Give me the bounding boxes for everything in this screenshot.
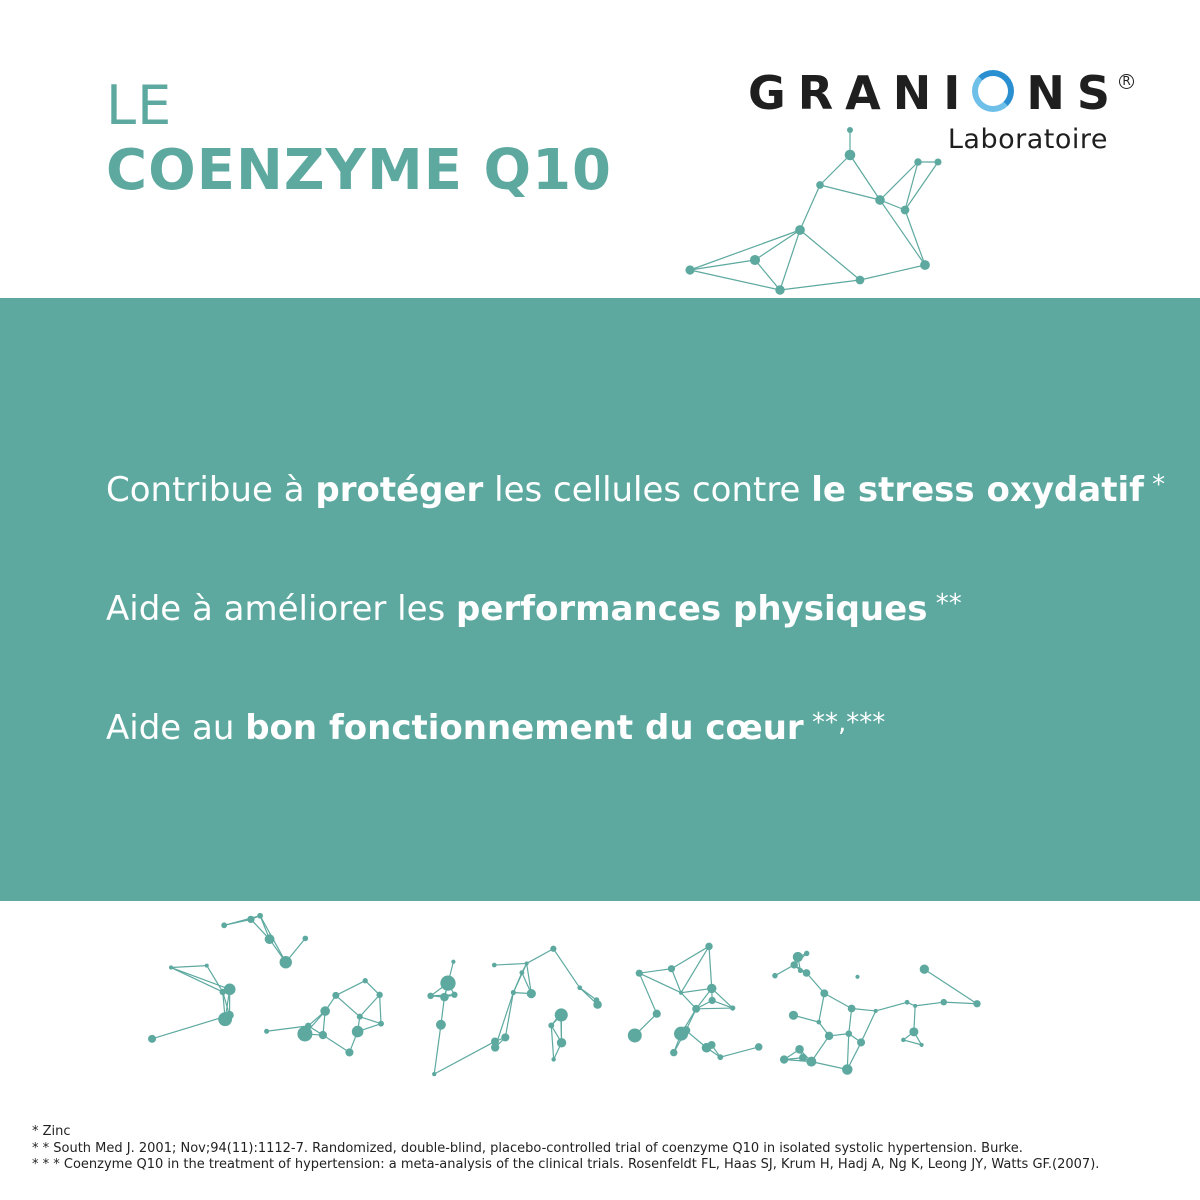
network-node — [451, 992, 457, 998]
claim-item: Contribue à protéger les cellules contre le stress oxydatif * — [106, 470, 1166, 510]
network-node — [169, 965, 173, 969]
network-link — [876, 1002, 907, 1011]
network-node — [440, 993, 449, 1002]
network-node — [668, 965, 675, 972]
network-node — [730, 1005, 735, 1010]
logo-subtitle: Laboratoire — [947, 124, 1108, 155]
network-node — [548, 1022, 554, 1028]
network-node — [705, 943, 712, 950]
network-node — [594, 997, 599, 1002]
network-link — [513, 973, 522, 993]
network-node — [920, 1043, 924, 1047]
network-link — [690, 260, 755, 270]
network-link — [434, 1041, 495, 1074]
network-link — [171, 968, 230, 990]
network-link — [824, 993, 851, 1008]
network-link — [553, 949, 579, 988]
network-link — [905, 210, 925, 265]
network-node — [702, 1043, 712, 1053]
network-link — [819, 993, 825, 1022]
network-node — [973, 1000, 980, 1007]
claim-item: Aide au bon fonctionnement du cœur **,*** — [106, 708, 886, 748]
network-node — [842, 1064, 852, 1074]
network-node — [302, 936, 308, 942]
network-node — [874, 1009, 878, 1013]
network-node — [901, 206, 910, 215]
footnote-item: * Zinc — [32, 1124, 71, 1139]
network-node — [527, 989, 536, 998]
title-line-coenzyme: COENZYME Q10 — [106, 138, 612, 203]
network-node — [378, 1021, 384, 1027]
network-link — [905, 162, 938, 210]
footnotes — [32, 1124, 1182, 1174]
network-node — [789, 1011, 798, 1020]
network-node — [265, 934, 275, 944]
network-node — [804, 951, 809, 956]
network-link — [681, 946, 709, 992]
network-node — [363, 978, 368, 983]
network-node — [857, 1038, 865, 1046]
network-link — [755, 230, 800, 260]
network-link — [847, 1034, 848, 1070]
network-link — [709, 946, 712, 988]
network-link — [800, 185, 820, 230]
network-node — [264, 1029, 269, 1034]
network-link — [811, 1062, 847, 1070]
network-link — [690, 230, 800, 270]
network-node — [717, 1054, 723, 1060]
network-node — [707, 984, 716, 993]
network-node — [525, 961, 529, 965]
network-node — [440, 975, 455, 990]
network-node — [875, 195, 885, 205]
network-node — [577, 985, 582, 990]
network-node — [846, 1030, 853, 1037]
network-node — [319, 1031, 327, 1039]
network-node — [653, 1010, 661, 1018]
network-link — [494, 963, 526, 965]
network-node — [297, 1026, 312, 1041]
network-link — [434, 1025, 441, 1074]
network-node — [755, 1043, 762, 1050]
network-link — [924, 969, 977, 1004]
network-link — [152, 1015, 229, 1039]
network-link — [720, 1047, 758, 1057]
network-node — [820, 989, 828, 997]
network-node — [427, 993, 434, 1000]
network-node — [795, 1045, 804, 1054]
network-node — [816, 1020, 821, 1025]
network-node — [492, 963, 497, 968]
registered-mark-icon: R — [1119, 74, 1134, 89]
network-node — [491, 1043, 499, 1051]
network-node — [636, 970, 643, 977]
network-link — [780, 230, 800, 290]
network-node — [940, 999, 947, 1006]
network-node — [780, 1055, 788, 1063]
network-node — [750, 255, 760, 265]
network-node — [920, 260, 930, 270]
footnote-item: * * * Coenzyme Q10 in the treatment of hypertension: a meta-analysis of the clinical trials. Rosenfeldt FL, Haas SJ, Krum H, Hadj A, Ng K, Leong JY, Watts GF.(2007). — [32, 1157, 1100, 1172]
network-node — [551, 1057, 555, 1061]
network-link — [336, 981, 365, 996]
network-node — [913, 1004, 917, 1008]
network-link — [639, 969, 671, 973]
network-link — [671, 946, 709, 968]
network-node — [501, 1033, 509, 1041]
network-node — [332, 992, 339, 999]
network-node — [357, 1014, 363, 1020]
network-node — [685, 265, 694, 274]
network-link — [639, 973, 656, 1014]
network-link — [696, 1008, 733, 1009]
network-node — [795, 225, 805, 235]
network-node — [352, 1026, 364, 1038]
logo-o-ring-icon — [972, 70, 1014, 112]
network-node — [550, 946, 556, 952]
network-node — [905, 1000, 910, 1005]
network-node — [799, 1054, 807, 1062]
network-node — [790, 961, 797, 968]
network-node — [816, 181, 824, 189]
network-link — [360, 1017, 381, 1024]
network-node — [909, 1027, 918, 1036]
network-link — [915, 1002, 944, 1006]
network-node — [848, 1005, 856, 1013]
network-link — [807, 973, 825, 993]
network-link — [551, 1025, 553, 1059]
network-node — [798, 968, 803, 973]
title-line-le: LE — [106, 74, 173, 137]
network-node — [803, 969, 811, 977]
network-node — [221, 922, 227, 928]
network-node — [280, 956, 292, 968]
network-node — [345, 1048, 353, 1056]
network-node — [218, 1012, 232, 1026]
network-link — [323, 1035, 350, 1052]
network-link — [861, 1011, 876, 1042]
network-node — [205, 964, 209, 968]
network-node — [224, 984, 236, 996]
network-node — [709, 997, 716, 1004]
network-link — [800, 230, 860, 280]
network-node — [519, 970, 524, 975]
network-link — [171, 966, 207, 968]
network-node — [692, 1005, 700, 1013]
network-node — [511, 990, 516, 995]
network-link — [780, 280, 860, 290]
network-node — [257, 913, 263, 919]
network-node — [628, 1029, 642, 1043]
logo-wordmark: GRANI NS — [747, 66, 1122, 120]
network-node — [901, 1038, 906, 1043]
network-node — [320, 1006, 330, 1016]
network-node — [920, 965, 929, 974]
network-node — [436, 1020, 446, 1030]
network-node — [856, 276, 865, 285]
network-node — [376, 992, 382, 998]
granions-logo — [747, 66, 1160, 166]
network-node — [806, 1057, 816, 1067]
network-node — [247, 916, 254, 923]
network-node — [555, 1008, 568, 1021]
network-node — [855, 975, 859, 979]
page-title — [106, 76, 612, 206]
network-node — [557, 1038, 566, 1047]
network-link — [860, 265, 925, 280]
network-link — [336, 995, 360, 1016]
claim-item: Aide à améliorer les performances physiques ** — [106, 589, 962, 629]
network-node — [148, 1035, 156, 1043]
claims-list — [106, 460, 1166, 817]
network-link — [527, 949, 554, 964]
network-node — [670, 1049, 677, 1056]
network-link — [360, 995, 380, 1017]
network-node — [825, 1032, 834, 1041]
network-link — [944, 1002, 977, 1004]
network-node — [674, 1027, 688, 1041]
footnote-item: * * South Med J. 2001; Nov;94(11):1112-7. Randomized, double-blind, placebo-controlled trial of coenzyme Q10 in isolated systolic hypertension. Burke. — [32, 1140, 1023, 1156]
network-node — [451, 960, 455, 964]
network-link — [380, 995, 381, 1024]
network-node — [772, 973, 778, 979]
network-node — [679, 991, 683, 995]
network-node — [432, 1072, 436, 1076]
network-node — [775, 285, 784, 294]
network-node — [793, 952, 803, 962]
